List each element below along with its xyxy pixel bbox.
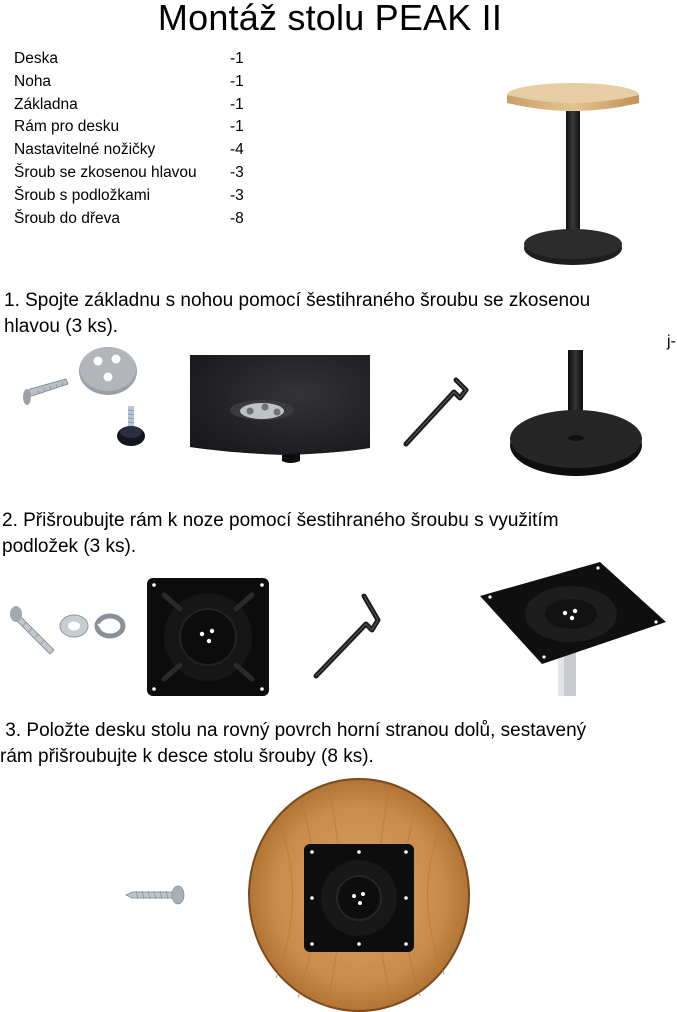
parts-list [14,48,254,230]
step-3-text [0,718,586,770]
part-name: Nastavitelné nožičky [14,141,156,159]
parts-row [14,208,254,231]
mounting-plate-icon [78,345,140,397]
wood-screw-icon [124,884,188,906]
part-qty: -8 [230,209,244,227]
step-2-text [2,508,559,560]
base-underside-icon [190,355,372,463]
parts-row [14,48,254,71]
step-3-line2: rám přišroubujte k desce stolu šrouby (8 ks). [0,746,374,767]
step-1-line2: hlavou (3 ks). [4,316,119,337]
frame-on-leg-icon [478,560,670,700]
step-1-text [4,288,590,340]
part-name: Šroub do dřeva [14,209,120,227]
step-1-line1: 1. Spojte základnu s nohou pomocí šestihraného šroubu se zkosenou [4,290,591,311]
parts-row [14,139,254,162]
spring-washer-icon [94,612,126,640]
part-name: Deska [14,50,58,67]
part-name: Šroub se zkosenou hlavou [14,163,197,181]
tabletop-with-frame-icon [248,778,470,1012]
part-name: Noha [14,72,52,90]
parts-row [14,185,254,208]
side-mark: j- [667,333,676,350]
part-name: Rám pro desku [14,118,120,136]
washer-icon [58,612,90,640]
part-qty: -3 [230,186,244,204]
assembled-base-icon [508,350,656,480]
part-qty: -1 [230,50,244,67]
part-qty: -1 [230,95,244,113]
adjustable-foot-icon [112,404,152,449]
part-qty: -1 [230,118,244,136]
countersunk-screw-icon [20,375,70,411]
step-2-line1: 2. Přišroubujte rám k noze pomocí šestihraného šroubu s využitím [2,510,559,531]
part-qty: -1 [230,72,244,90]
page-title: Montáž stolu PEAK II [157,0,503,38]
step-2-line2: podložek (3 ks). [2,536,137,557]
hex-bolt-icon [8,602,60,660]
allen-key-icon [310,590,382,682]
part-name: Šroub s podložkami [14,186,151,204]
parts-row [14,71,254,94]
part-qty: -3 [230,163,244,181]
step-3-line1: 3. Položte desku stolu na rovný povrch horní stranou dolů, sestavený [0,720,587,741]
part-qty: -4 [230,141,244,159]
parts-row [14,162,254,185]
table-product-icon [500,78,650,273]
part-name: Základna [14,95,78,113]
allen-key-icon [400,360,470,450]
parts-row [14,94,254,117]
parts-row [14,116,254,139]
frame-plate-icon [146,577,270,697]
